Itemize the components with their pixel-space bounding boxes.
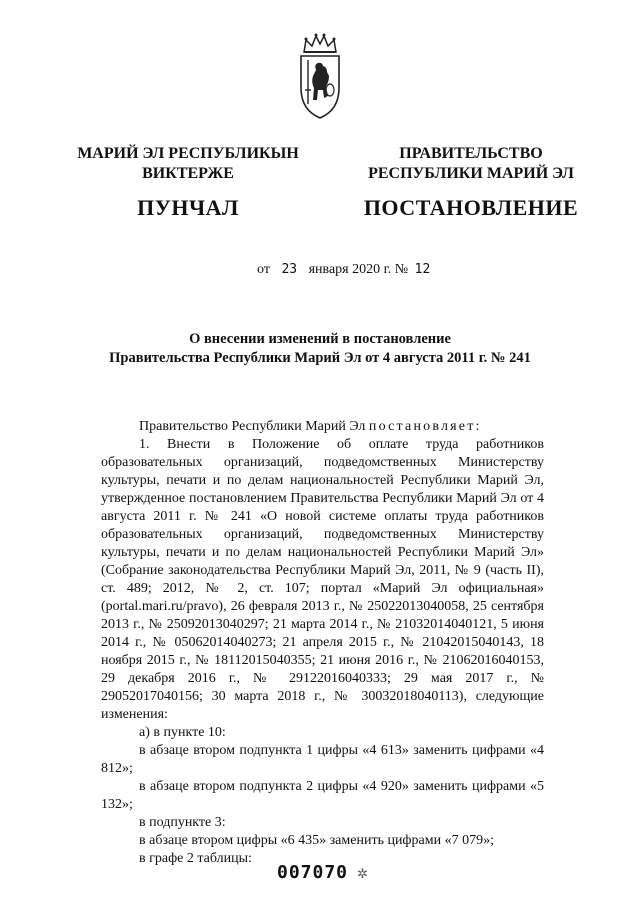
document-body (101, 418, 544, 868)
amendment-line-4: в абзаце втором цифры «6 435» заменить цифрами «7 079»; (139, 833, 494, 848)
date-prefix: от (257, 262, 270, 277)
amendment-line-1: в абзаце втором подпункта 1 цифры «4 613» заменить цифрами «4 812»; (101, 743, 544, 776)
header-right-line1: ПРАВИТЕЛЬСТВО (399, 145, 543, 162)
amendment-line-3: в подпункте 3: (139, 815, 226, 830)
coat-of-arms-emblem (296, 30, 344, 120)
header-right-block (340, 144, 602, 222)
document-number: 12 (414, 262, 431, 277)
header-left-block (72, 144, 304, 222)
header-left-doc-type: ПУНЧАЛ (137, 195, 239, 220)
sub-item-a: а) в пункте 10: (139, 725, 226, 740)
date-day: 23 (281, 262, 298, 277)
intro-paragraph (101, 418, 544, 436)
title-line2: Правительства Республики Марий Эл от 4 августа 2011 г. № 241 (109, 350, 531, 366)
header-right-doc-type: ПОСТАНОВЛЕНИЕ (363, 195, 579, 220)
intro-resolves: постановляет: (368, 419, 482, 434)
header-left-line1: МАРИЙ ЭЛ РЕСПУБЛИКЫН (77, 145, 299, 162)
date-line (257, 262, 438, 278)
amendment-line-2: в абзаце втором подпункта 2 цифры «4 920» заменить цифрами «5 132»; (101, 779, 544, 812)
serial-number: 007070 (277, 862, 349, 883)
header-right-line2: РЕСПУБЛИКИ МАРИЙ ЭЛ (368, 165, 574, 182)
title-line1: О внесении изменений в постановление (189, 331, 451, 347)
amendment-line-5: в графе 2 таблицы: (139, 851, 252, 866)
document-title (60, 330, 580, 368)
item-1-paragraph: 1. Внести в Положение об оплате труда работников образовательных организаций, подведомственных Министерству культуры, печати и по делам национальностей Республики Марий Эл, утвержденное постановлением Правительства Республики Марий Эл от 4 августа 2011 г. № 241 «О новой системе оплаты труда работников образовательных организаций, подведомственных Министерству культуры, печати и по делам национальностей Республики Марий Эл» (Собрание законодательства Республики Марий Эл, 2011, № 9 (часть II), ст. 489; 2012, № 2, ст. 107; портал «Марий Эл официальная» (portal.mari.ru/pravo), 26 февраля 2013 г., № 25022013040058, 25 сентября 2013 г., № 25092013040297; 21 марта 2014 г., № 21032014040121, 5 июня 2014 г., № 05062014040273; 21 апреля 2015 г., № 21042015040143, 18 ноября 2015 г., № 18112015040355; 21 июня 2016 г., № 21062016040153, 29 декабря 2016 г., № 29122016040333; 29 мая 2017 г., № 29052017040156; 30 марта 2018 г., № 30032018040113), следующие изменения: (101, 437, 544, 722)
date-month-year: января 2020 г. № (308, 262, 409, 277)
intro-text: Правительство Республики Марий Эл (139, 419, 369, 434)
asterisk-mark-icon: ✲ (357, 866, 368, 881)
header-left-line2: ВИКТЕРЖЕ (142, 165, 234, 182)
